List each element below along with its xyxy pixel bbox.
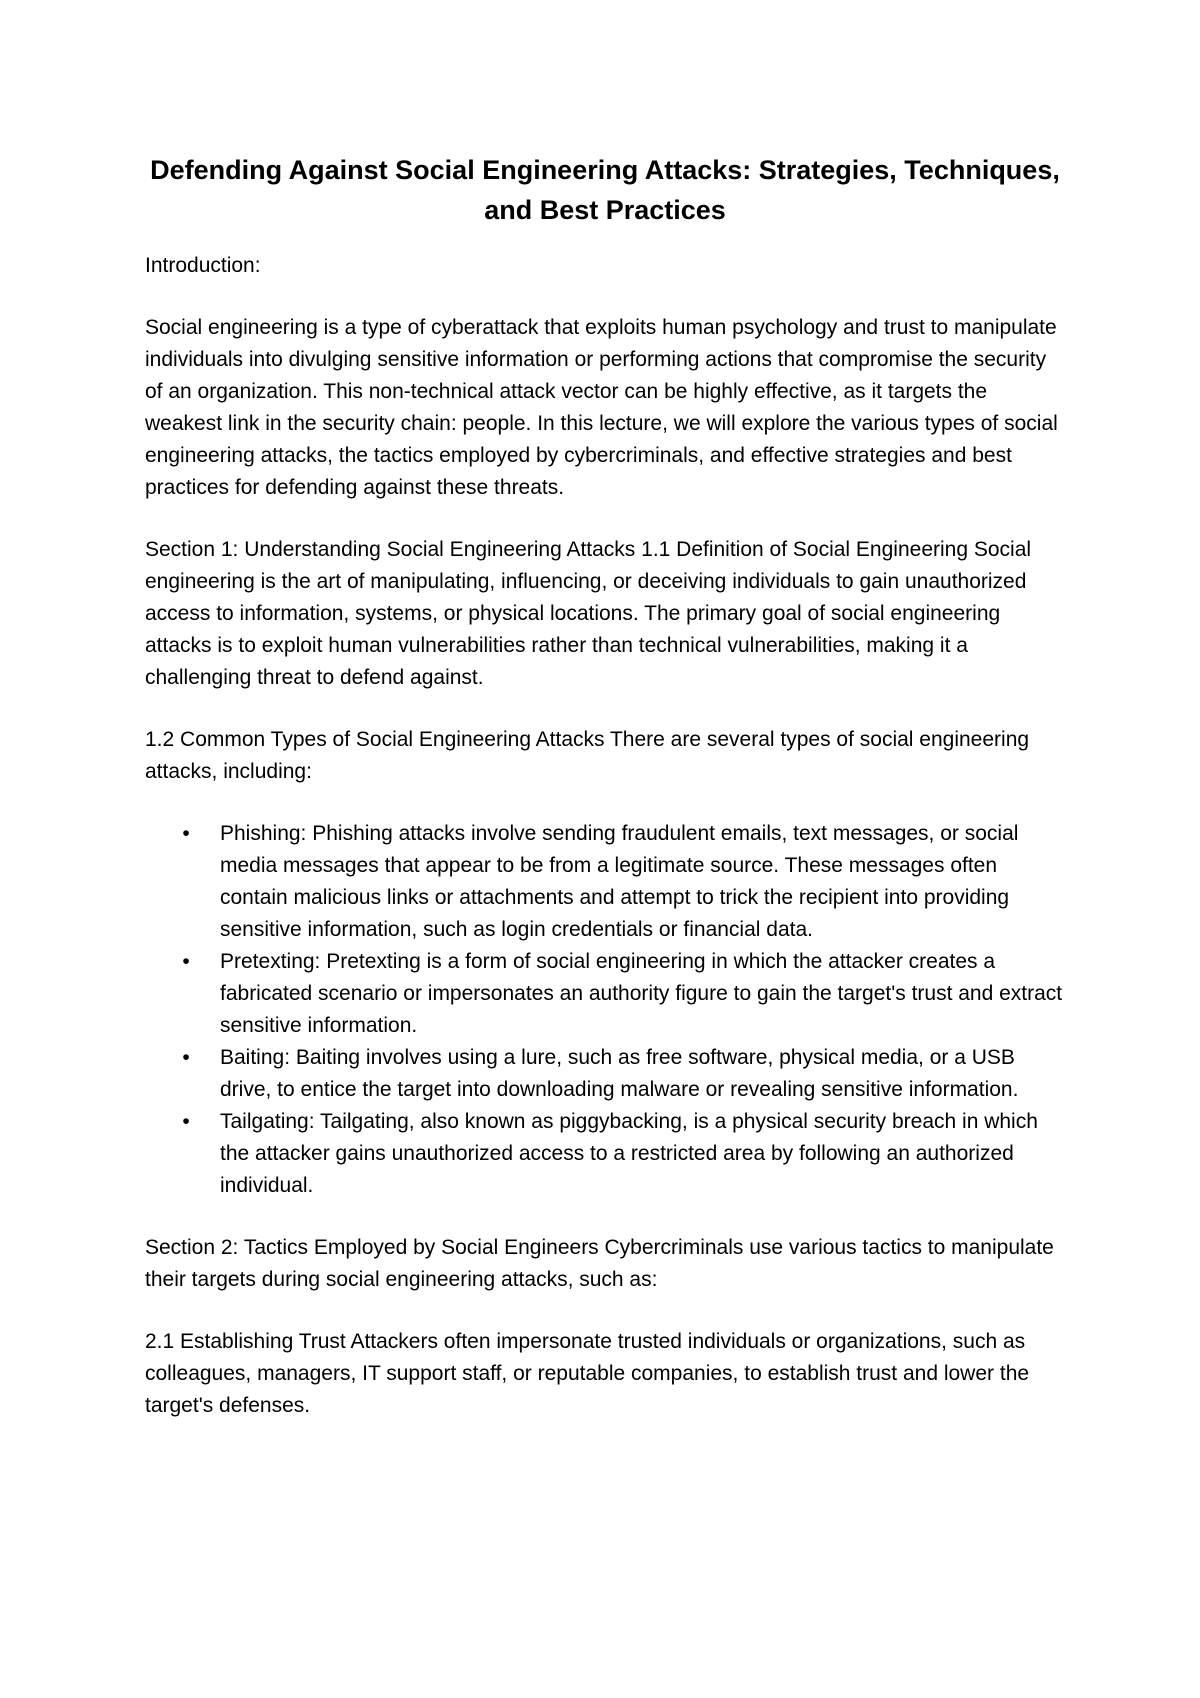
bullet-icon: •: [182, 1046, 190, 1069]
list-item-text: Baiting: Baiting involves using a lure, such as free software, physical media, or a USB drive, to entice the target into downloading malware or revealing sensitive information.: [220, 1046, 1019, 1101]
list-item-text: Phishing: Phishing attacks involve sending fraudulent emails, text messages, or social media messages that appear to be from a legitimate source. These messages often contain malicious links or attachments and attempt to trick the recipient into providing sensitive information, such as login credentials or financial data.: [220, 822, 1019, 941]
list-item-tailgating: [145, 1106, 1065, 1202]
section-1-paragraph: Section 1: Understanding Social Engineering Attacks 1.1 Definition of Social Engineering Social engineering is the art of manipulating, influencing, or deceiving individuals to gain unauthorized access to information, systems, or physical locations. The primary goal of social engineering attacks is to exploit human vulnerabilities rather than technical vulnerabilities, making it a challenging threat to defend against.: [145, 538, 1032, 689]
document-title: Defending Against Social Engineering Attacks: Strategies, Techniques, and Best Practices: [150, 155, 1060, 225]
list-item-phishing: [145, 818, 1065, 946]
list-item-baiting: [145, 1042, 1065, 1106]
list-item-pretexting: [145, 946, 1065, 1042]
section-1-2-paragraph: 1.2 Common Types of Social Engineering Attacks There are several types of social engineering attacks, including:: [145, 728, 1030, 783]
introduction-heading: Introduction:: [145, 254, 261, 277]
introduction-paragraph: Social engineering is a type of cyberattack that exploits human psychology and trust to manipulate individuals into divulging sensitive information or performing actions that compromise the security of an organization. This non-technical attack vector can be highly effective, as it targets the weakest link in the security chain: people. In this lecture, we will explore the various types of social engineering attacks, the tactics employed by cybercriminals, and effective strategies and best practices for defending against these threats.: [145, 316, 1058, 499]
document-page: [145, 150, 1065, 1452]
list-item-text: Pretexting: Pretexting is a form of social engineering in which the attacker creates a fabricated scenario or impersonates an authority figure to gain the target's trust and extract sensitive information.: [220, 950, 1063, 1037]
bullet-icon: •: [182, 1110, 190, 1133]
bullet-icon: •: [182, 822, 190, 845]
section-2-1-paragraph: 2.1 Establishing Trust Attackers often impersonate trusted individuals or organizations, such as colleagues, managers, IT support staff, or reputable companies, to establish trust and lower the target's defenses.: [145, 1330, 1030, 1417]
attack-types-list: [145, 818, 1065, 1202]
section-2-paragraph: Section 2: Tactics Employed by Social Engineers Cybercriminals use various tactics to manipulate their targets during social engineering attacks, such as:: [145, 1236, 1054, 1291]
list-item-text: Tailgating: Tailgating, also known as piggybacking, is a physical security breach in which the attacker gains unauthorized access to a restricted area by following an authorized individual.: [220, 1110, 1038, 1197]
bullet-icon: •: [182, 950, 190, 973]
